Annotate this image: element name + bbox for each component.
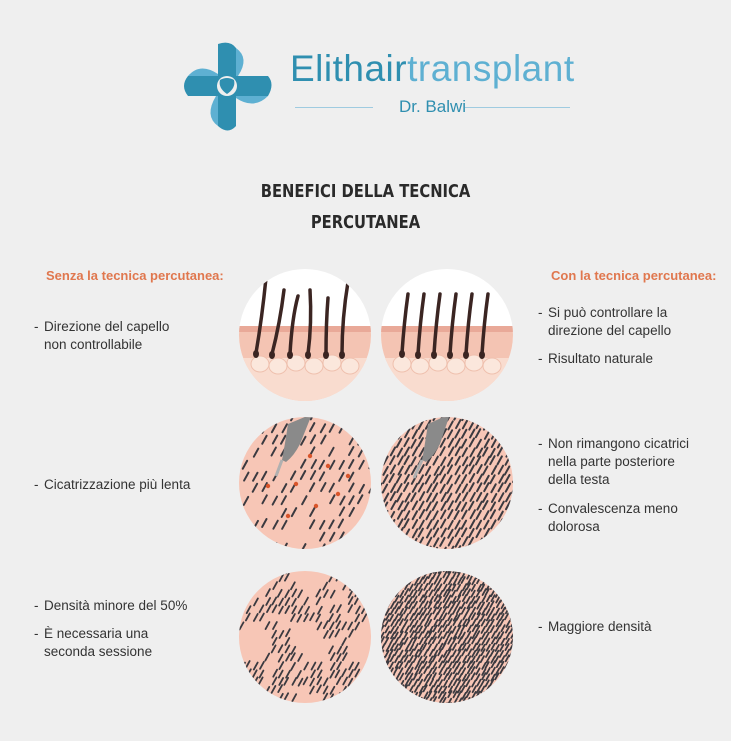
brand-subtitle-row <box>295 97 570 117</box>
item-line: Risultato naturale <box>548 351 654 366</box>
density-with-icon <box>380 570 514 704</box>
right-item-no-scars: - Non rimangono cicatrici nella parte posteriore della testa <box>538 436 690 487</box>
left-item-density: - Densità minore del 50% <box>34 598 188 613</box>
right-item-direction: - Si può controllare la direzione del capello <box>538 305 672 338</box>
item-line: direzione del capello <box>548 323 672 338</box>
item-line: Densità minore del 50% <box>44 598 188 613</box>
item-line: Direzione del capello <box>44 319 170 334</box>
brand-subtitle: Dr. Balwi <box>398 97 467 116</box>
medical-cross-icon <box>180 40 275 135</box>
item-line: Si può controllare la <box>548 305 668 320</box>
brand-name <box>290 48 575 90</box>
item-line: Non rimangono cicatrici <box>548 436 690 451</box>
item-line: dolorosa <box>548 519 600 534</box>
page-title <box>66 176 665 238</box>
item-line: Maggiore densità <box>548 619 652 634</box>
right-item-less-pain: - Convalescenza meno dolorosa <box>538 501 678 534</box>
item-line: della testa <box>548 472 610 487</box>
item-line: nella parte posteriore <box>548 454 675 469</box>
page-title-line2: PERCUTANEA <box>310 212 421 233</box>
left-item-second-session: - È necessaria una seconda sessione <box>34 626 153 659</box>
left-column-heading: Senza la tecnica percutanea: <box>46 268 224 283</box>
logo <box>180 40 580 135</box>
right-column-heading: Con la tecnica percutanea: <box>551 268 717 283</box>
item-line: non controllabile <box>44 337 143 352</box>
page-title-line1: BENEFICI DELLA TECNICA <box>260 181 471 202</box>
brand-name-part2: transplant <box>407 48 575 89</box>
scalp-healing-without-icon <box>238 416 372 550</box>
right-item-density: - Maggiore densità <box>538 619 652 634</box>
brand-name-part1: Elithair <box>290 48 408 89</box>
item-line: È necessaria una <box>44 626 149 641</box>
hair-cross-section-without-icon <box>238 268 372 402</box>
item-line: Cicatrizzazione più lenta <box>44 477 191 492</box>
left-item-direction: - Direzione del capello non controllabile <box>34 319 170 352</box>
scalp-healing-with-icon <box>380 416 514 550</box>
hair-cross-section-with-icon <box>380 268 514 402</box>
item-line: Convalescenza meno <box>548 501 678 516</box>
right-item-natural: - Risultato naturale <box>538 351 654 366</box>
item-line: seconda sessione <box>44 644 153 659</box>
left-item-healing: - Cicatrizzazione più lenta <box>34 477 191 492</box>
density-without-icon <box>238 570 372 704</box>
